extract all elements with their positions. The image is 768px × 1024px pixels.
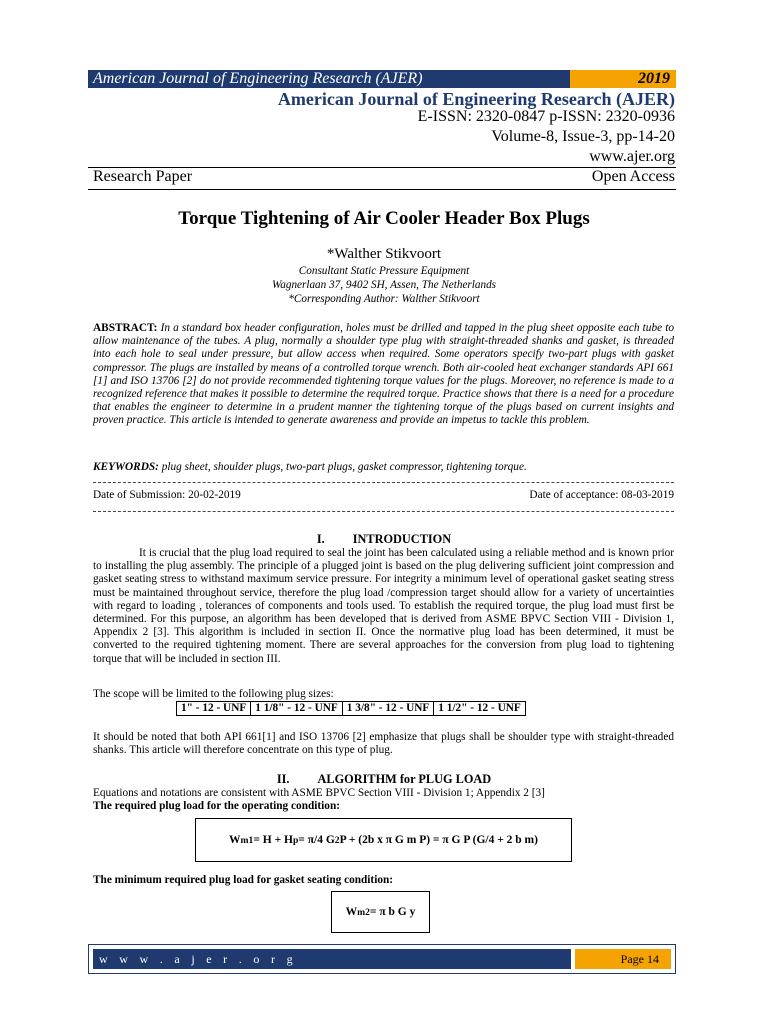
eq-term: = π b G y [369, 906, 416, 918]
dashed-divider [93, 482, 674, 483]
section-heading-introduction [0, 532, 768, 547]
header-journal-name: American Journal of Engineering Research (AJER) [88, 70, 570, 88]
introduction-paragraph: It is crucial that the plug load required to seal the joint has been calculated using a reliable method and is known prior to installing the plug assembly. The principle of a plugged joint is based on the plug delivering sufficient joint compression and gasket seating stress to withstand maximum service pressure. For integrity a minimum level of operational gasket seating stress must be maintained throughout service, therefore the plug load /compression target should allow for a variety of uncertainties with regard to loading , tolerances of components and tools used. To establish the required torque, the plug load must first be determined. For this purpose, an algorithm has been developed that is derived from ASME BPVC Section VIII - Division 1, Appendix 2 [3]. This algorithm is included in section II. Once the normative plug load has been determined, it must be converted to the required tightening moment. There are several approaches for the conversion from plug load to tightening torque that will be included in section III. [93, 547, 674, 665]
operating-condition-label: The required plug load for the operating condition: [93, 800, 340, 812]
gasket-seating-label: The minimum required plug load for gasket seating condition: [93, 874, 394, 886]
plug-size-cell: 1 1/2" - 12 - UNF [434, 702, 526, 716]
journal-header-band [88, 70, 676, 88]
scope-line: The scope will be limited to the following plug sizes: [93, 688, 334, 700]
eq-symbol: W [229, 834, 241, 846]
eq-superscript: 2 [334, 834, 340, 846]
paper-type-row [93, 168, 675, 188]
plug-size-cell: 1 1/8" - 12 - UNF [251, 702, 343, 716]
eq-term: P + (2b x π G m P) = π G P (G/4 + 2 b m) [339, 834, 538, 846]
abstract-text: In a standard box header configuration, holes must be drilled and tapped in the plug sheet opposite each tube to allow maintenance of the tubes. A plug, normally a shoulder type plug with straight-threaded shanks and gasket, is threaded into each hole to seal under pressure, but allow access when required. Some operators specify two-part plugs with gasket compressor. The plugs are installed by means of a controlled torque wrench. Both air-cooled heat exchanger standards API 661 [1] and ISO 13706 [2] do not provide recommended tightening torque values for the plugs. Moreover, no reference is made to a recognized reference that makes it possible to determine the required torque. Practice shows that there is a need for a procedure that enables the engineer to determine in a prudent manner the tightening torque of the plugs based on current insights and proven practice. This article is intended to generate awareness and provide an impetus to tackle this problem. [93, 322, 675, 427]
section-title: INTRODUCTION [352, 532, 452, 546]
article-title: Torque Tightening of Air Cooler Header Box Plugs [178, 208, 590, 229]
journal-title: American Journal of Engineering Research (AJER) [277, 89, 675, 109]
equations-note: Equations and notations are consistent with ASME BPVC Section VIII - Division 1; Appendix 2 [3] [93, 787, 545, 799]
journal-website: www.ajer.org [589, 148, 675, 165]
plug-sizes-table [176, 701, 526, 716]
table-row [177, 702, 526, 716]
eq-term: = H + H [253, 834, 293, 846]
paper-type: Research Paper [93, 168, 193, 185]
access-type: Open Access [591, 168, 675, 185]
plug-size-cell: 1" - 12 - UNF [177, 702, 251, 716]
keywords-text: plug sheet, shoulder plugs, two-part plugs, gasket compressor, tightening torque. [161, 461, 527, 473]
plug-load-operating-equation [195, 818, 572, 862]
section-number: I. [316, 532, 325, 546]
corresponding-author: *Corresponding Author: Walther Stikvoort [288, 293, 480, 305]
abstract [93, 322, 674, 428]
affiliation: Consultant Static Pressure Equipment [298, 265, 470, 277]
keywords [93, 461, 674, 474]
plug-load-seating-equation [331, 891, 430, 933]
eq-subscript: m2 [357, 906, 370, 918]
section-heading-algorithm [0, 772, 768, 787]
shoulder-plug-note: It should be noted that both API 661[1] and ISO 13706 [2] emphasize that plugs shall be shoulder type with straight-threaded shanks. This article will therefore concentrate on this type of plug. [93, 731, 674, 757]
abstract-label: ABSTRACT: [93, 322, 158, 334]
keywords-label: KEYWORDS: [93, 461, 159, 473]
footer-website: w w w . a j e r . o r g [93, 949, 571, 969]
introduction-body [93, 547, 674, 666]
acceptance-date: Date of acceptance: 08-03-2019 [529, 489, 674, 501]
dashed-divider-bottom [93, 511, 674, 512]
section-title: ALGORITHM for PLUG LOAD [317, 772, 492, 786]
address: Wagnerlaan 37, 9402 SH, Assen, The Netherlands [271, 279, 497, 291]
plug-size-cell: 1 3/8" - 12 - UNF [342, 702, 434, 716]
header-divider-bottom [88, 189, 676, 190]
section-number: II. [276, 772, 290, 786]
issn-line: E-ISSN: 2320-0847 p-ISSN: 2320-0936 [417, 108, 675, 125]
page-number: Page 14 [575, 949, 671, 969]
eq-subscript: m1 [240, 834, 254, 846]
submission-date: Date of Submission: 20-02-2019 [93, 489, 241, 501]
author-name: *Walther Stikvoort [326, 246, 442, 262]
volume-line: Volume-8, Issue-3, pp-14-20 [491, 128, 675, 145]
header-year: 2019 [570, 70, 676, 88]
eq-subscript: p [292, 834, 299, 846]
eq-symbol: W [345, 906, 358, 918]
page-footer [88, 944, 676, 974]
eq-term: = π/4 G [298, 834, 335, 846]
